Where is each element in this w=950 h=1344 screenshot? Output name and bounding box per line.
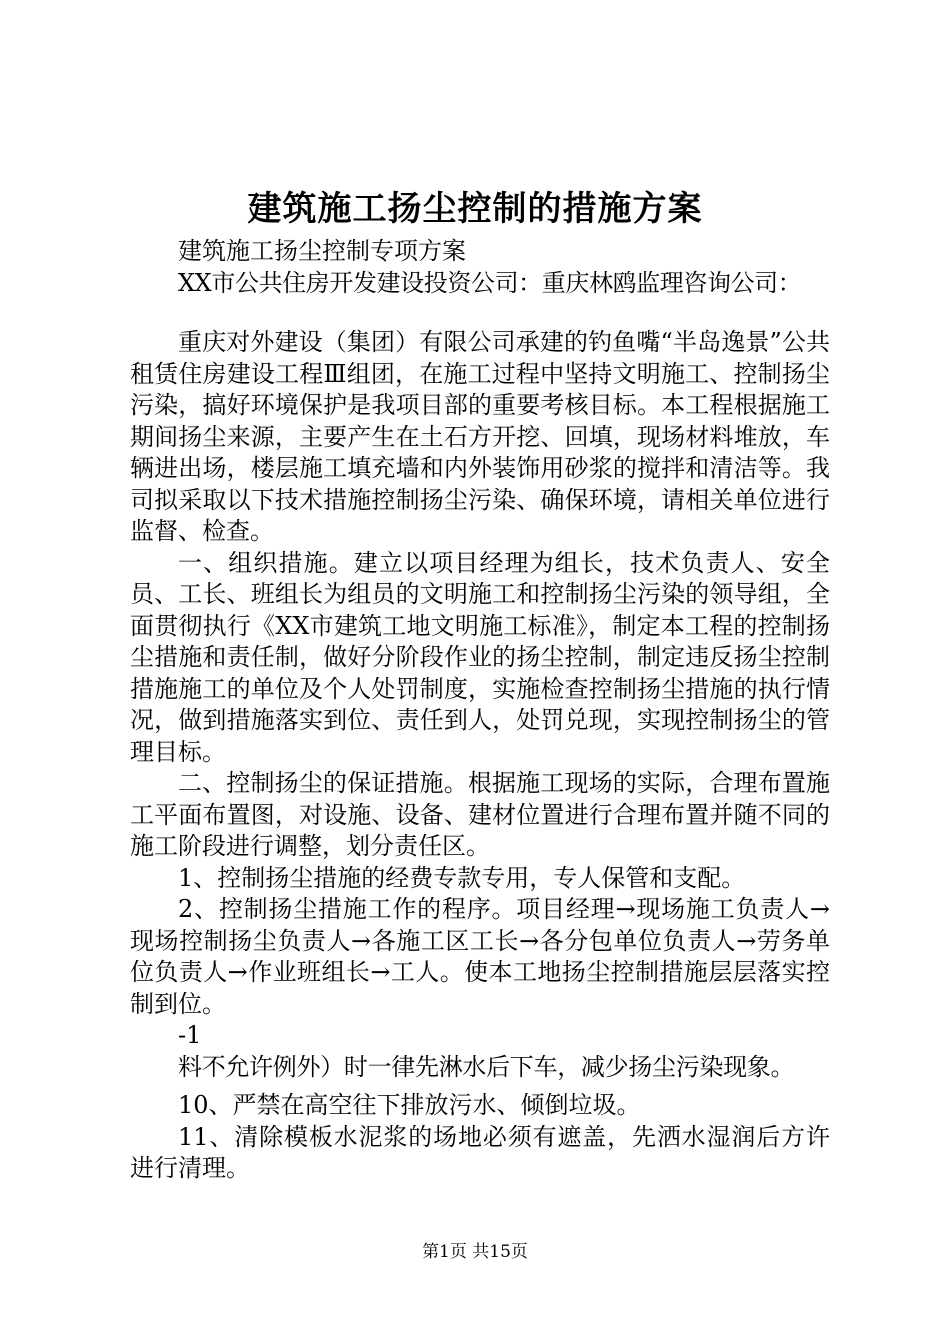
paragraph-item-10: 10、严禁在高空往下排放污水、倾倒垃圾。 bbox=[178, 1091, 641, 1119]
page-footer: 第1页 共15页 bbox=[422, 1242, 528, 1262]
paragraph-item-1: 1、控制扬尘措施的经费专款专用，专人保管和支配。 bbox=[178, 863, 746, 892]
continued-text: 料不允许例外）时一律先淋水后下车，减少扬尘污染现象。 bbox=[178, 1052, 795, 1081]
document-header-block bbox=[130, 236, 830, 299]
paragraph-guarantee-measures: 二、控制扬尘的保证措施。根据施工现场的实际，合理布置施工平面布置图，对设施、设备、建材位置进行合理布置并随不同的施工阶段进行调整，划分责任区。 bbox=[130, 769, 830, 860]
paragraph-item-11: 11、清除模板水泥浆的场地必须有遮盖，先洒水湿润后方许进行清理。 bbox=[130, 1122, 830, 1182]
document-body-continued bbox=[130, 1090, 830, 1185]
document-subtitle: 建筑施工扬尘控制专项方案 bbox=[178, 237, 466, 265]
page-break-marker: -1 bbox=[178, 1021, 202, 1049]
paragraph-item-2: 2、控制扬尘措施工作的程序。项目经理→现场施工负责人→现场控制扬尘负责人→各施工区工长→各分包单位负责人→劳务单位负责人→作业班组长→工人。使本工地扬尘控制措施层层落实控制到位。 bbox=[130, 895, 830, 1018]
document-title: 建筑施工扬尘控制的措施方案 bbox=[247, 189, 703, 229]
document-body bbox=[130, 327, 830, 1083]
paragraph-intro: 重庆对外建设（集团）有限公司承建的钓鱼嘴“半岛逸景”公共租赁住房建设工程Ⅲ组团，在施工过程中坚持文明施工、控制扬尘污染，搞好环境保护是我项目部的重要考核目标。本工程根据施工期间扬尘来源，主要产生在土石方开挖、回填，现场材料堆放，车辆进出场，楼层施工填充墙和内外装饰用砂浆的搅拌和清洁等。我司拟采取以下技术措施控制扬尘污染、确保环境，请相关单位进行监督、检查。 bbox=[130, 328, 830, 545]
paragraph-organization-measures: 一、组织措施。建立以项目经理为组长，技术负责人、安全员、工长、班组长为组员的文明施工和控制扬尘污染的领导组，全面贯彻执行《XX市建筑工地文明施工标准》，制定本工程的控制扬尘措施和责任制，做好分阶段作业的扬尘控制，制定违反扬尘控制措施施工的单位及个人处罚制度，实施检查控制扬尘措施的执行情况，做到措施落实到位、责任到人，处罚兑现，实现控制扬尘的管理目标。 bbox=[130, 548, 830, 766]
addressee-line: XX市公共住房开发建设投资公司：重庆林鸥监理咨询公司： bbox=[178, 268, 802, 297]
